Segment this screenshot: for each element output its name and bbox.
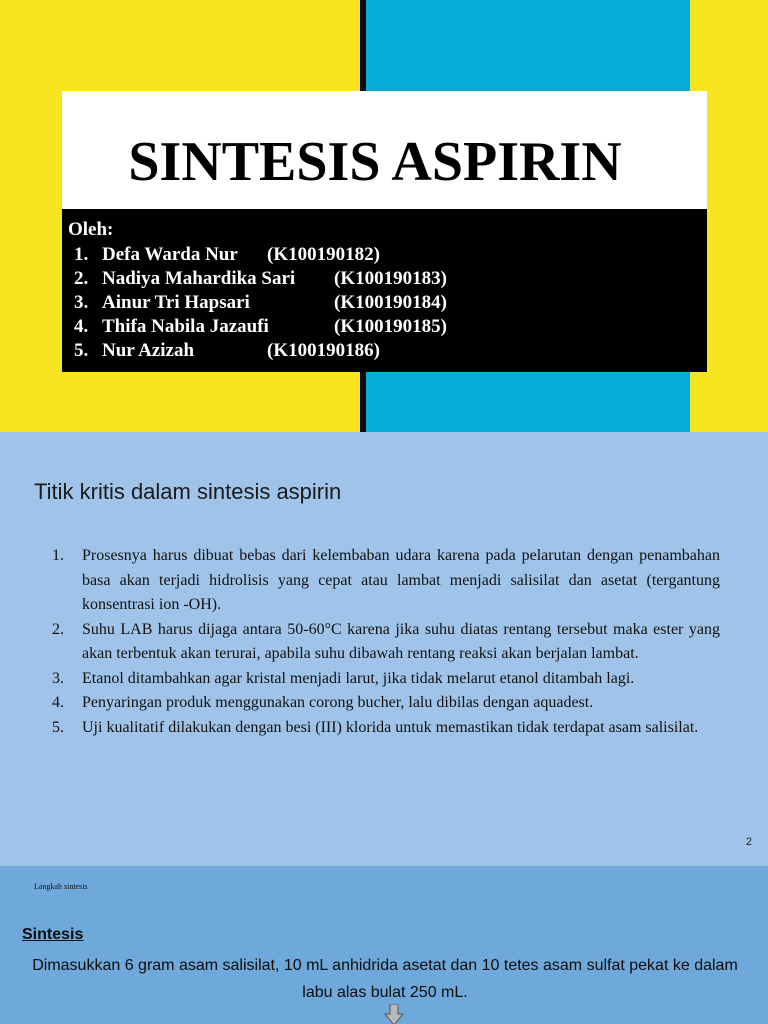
- section-subheading: Sintesis: [22, 926, 84, 943]
- slide-title: [0, 0, 768, 432]
- item-text: Suhu LAB harus dijaga antara 50-60°C karena jika suhu diatas rentang tersebut maka ester yang akan terbentuk akan terurai, apabila suhu dibawah rentang reaksi akan berjalan lambat.: [82, 620, 720, 662]
- list-item: [48, 667, 720, 692]
- author-number: 3.: [74, 292, 89, 313]
- author-number: 4.: [74, 316, 89, 337]
- author-number: 1.: [74, 244, 89, 265]
- author-nim: (K100190182): [267, 244, 380, 265]
- author-number: 5.: [74, 340, 89, 361]
- slide-heading: Titik kritis dalam sintesis aspirin: [34, 479, 342, 504]
- critical-points-list: [48, 544, 720, 740]
- down-arrow-icon: [384, 1004, 404, 1024]
- slide-critical-points: [0, 432, 768, 866]
- list-item: [48, 716, 720, 741]
- slide-small-title: Langkah sintesis: [34, 882, 88, 891]
- item-text: Uji kualitatif dilakukan dengan besi (III) klorida untuk memastikan tidak terdapat asam salisilat.: [82, 718, 699, 736]
- author-name: Nadiya Mahardika Sari: [102, 268, 296, 289]
- author-nim: (K100190184): [334, 292, 447, 313]
- slide-synthesis-steps: [0, 866, 768, 1024]
- item-number: 5.: [52, 718, 64, 736]
- item-number: 1.: [52, 547, 64, 564]
- authors-box: [62, 209, 707, 372]
- author-nim: (K100190186): [267, 340, 380, 361]
- author-number: 2.: [74, 268, 89, 289]
- list-item: [48, 618, 720, 667]
- author-nim: (K100190185): [334, 316, 447, 337]
- by-label: Oleh:: [68, 219, 114, 240]
- list-item: [48, 691, 720, 716]
- item-text: Prosesnya harus dibuat bebas dari kelembaban udara karena pada pelarutan dengan penambahan basa akan terjadi hidrolisis yang cepat atau lambat menjadi salisilat dan asetat (tergantung konsentrasi ion -OH).: [82, 547, 720, 613]
- author-name: Thifa Nabila Jazaufi: [102, 316, 269, 337]
- author-name: Nur Azizah: [102, 340, 195, 361]
- presentation-title: SINTESIS ASPIRIN: [128, 131, 622, 193]
- item-number: 3.: [52, 669, 64, 687]
- item-text: Etanol ditambahkan agar kristal menjadi larut, jika tidak melarut etanol ditambah lagi.: [82, 669, 635, 687]
- item-number: 2.: [52, 620, 64, 638]
- page-number: 2: [745, 836, 752, 848]
- step-text: Dimasukkan 6 gram asam salisilat, 10 mL anhidrida asetat dan 10 tetes asam sulfat pekat ke dalam labu alas bulat 250 mL.: [32, 957, 738, 1001]
- author-nim: (K100190183): [334, 268, 447, 289]
- list-item: [48, 544, 720, 618]
- item-text: Penyaringan produk menggunakan corong bucher, lalu dibilas dengan aquadest.: [82, 694, 594, 711]
- author-name: Defa Warda Nur: [102, 244, 238, 265]
- item-number: 4.: [52, 694, 64, 711]
- author-name: Ainur Tri Hapsari: [102, 292, 250, 313]
